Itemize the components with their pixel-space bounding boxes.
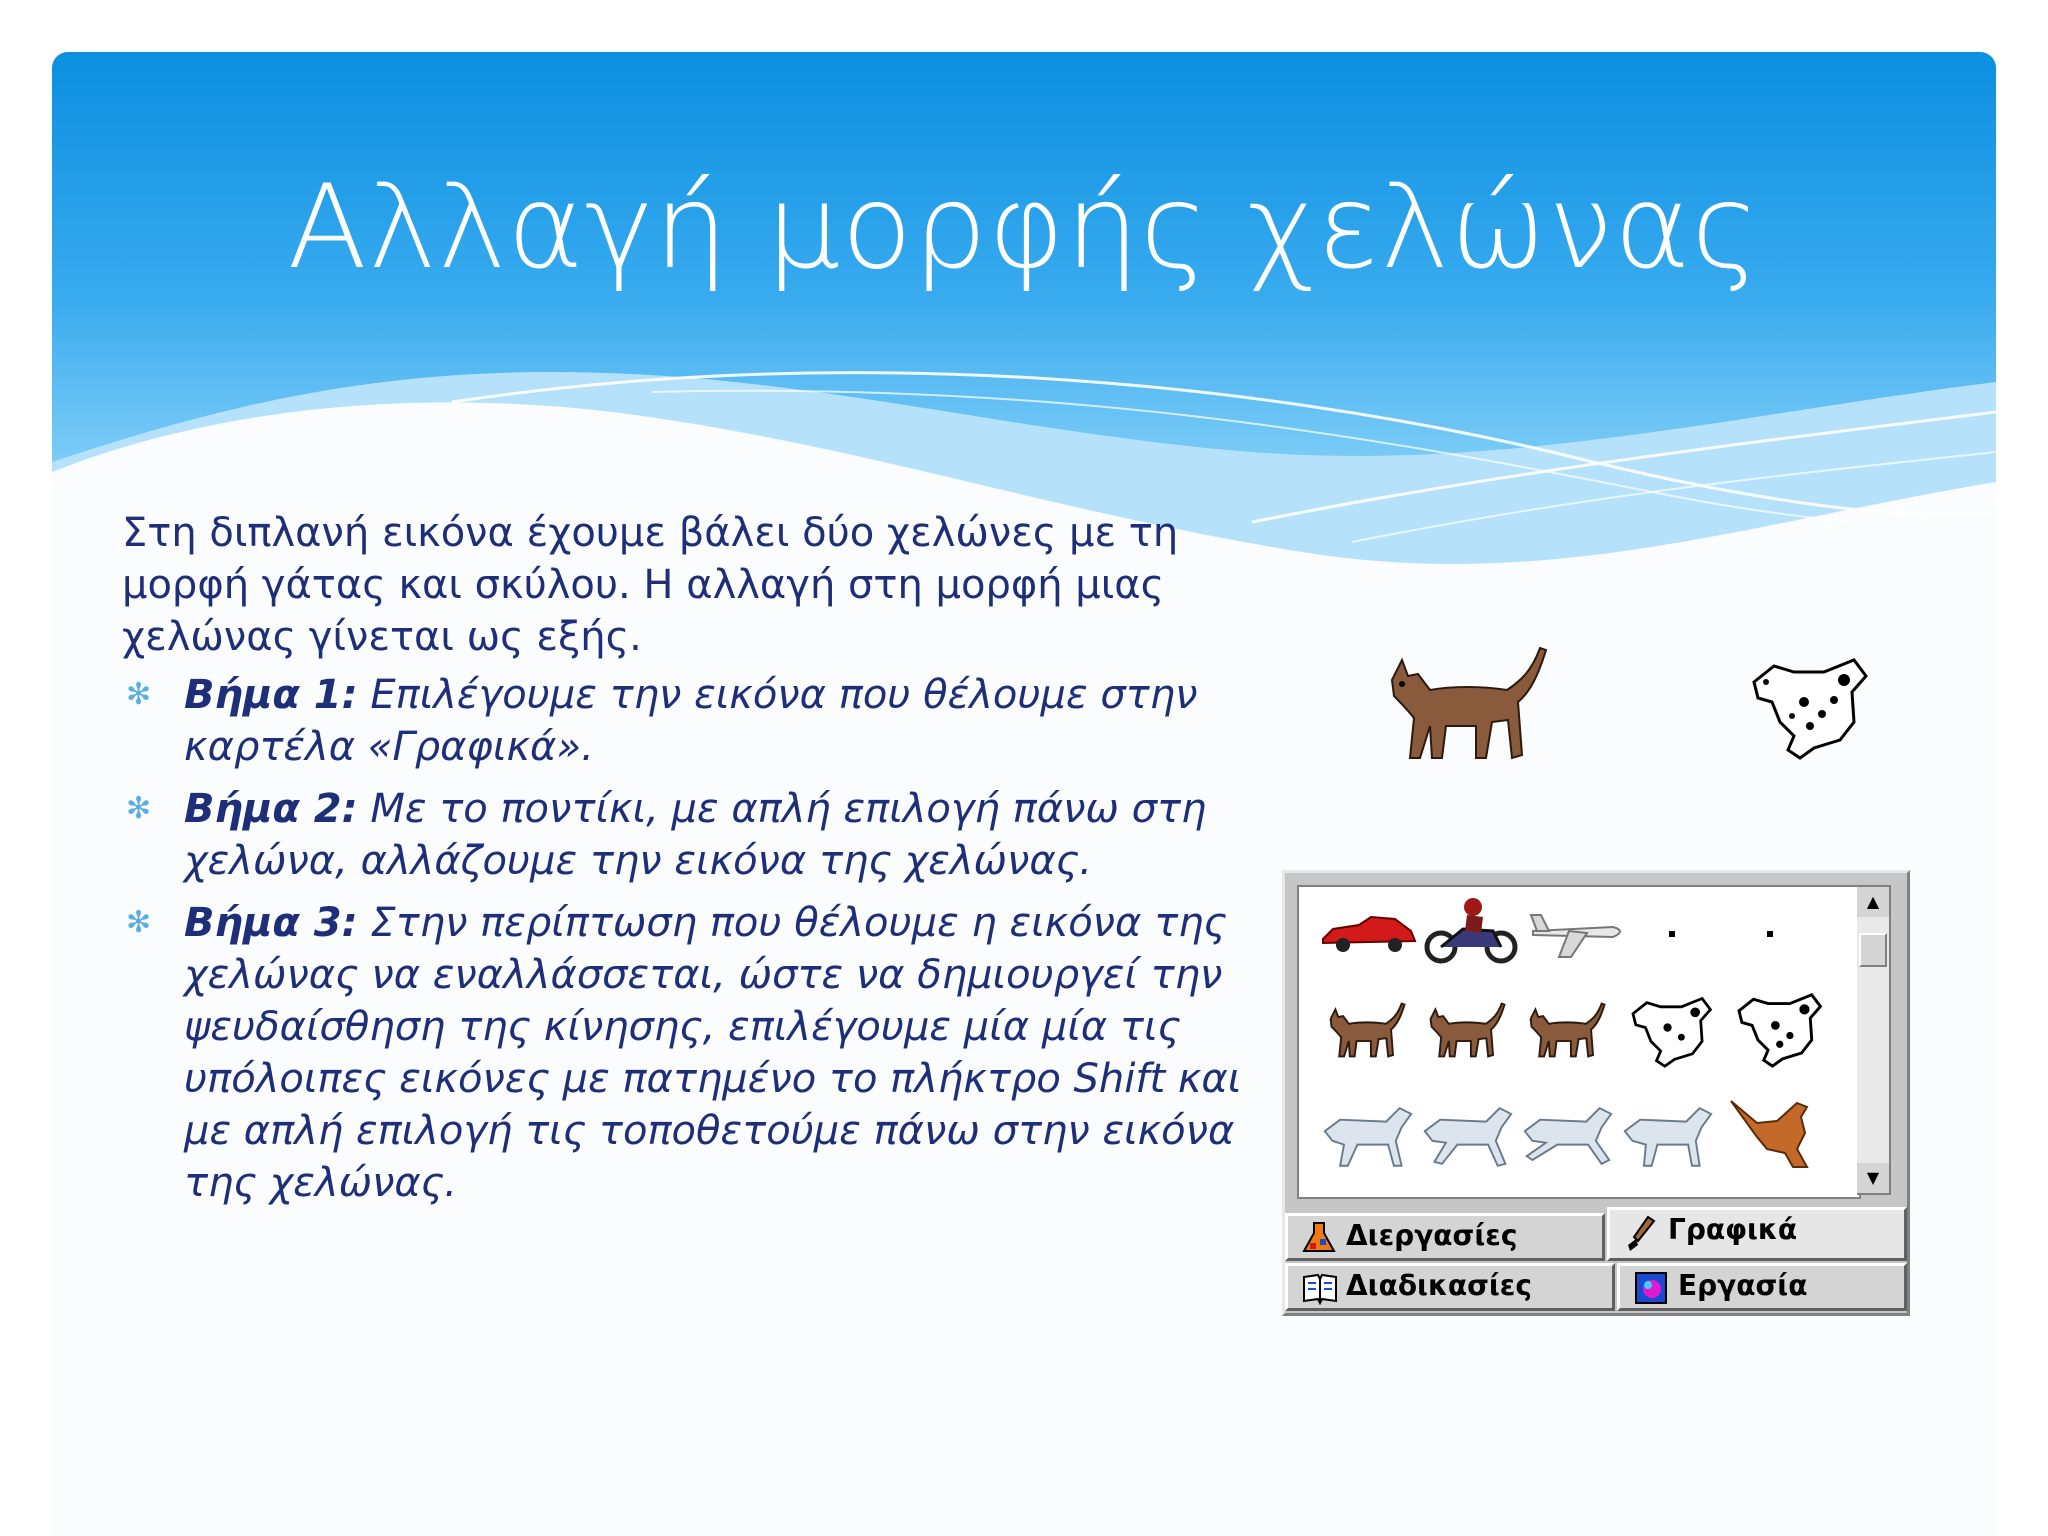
cat-turtle-image — [1372, 640, 1572, 770]
bullet-icon: ✻ — [126, 791, 152, 826]
step-text: Στην περίπτωση που θέλουμε η εικόνα της χελώνας να εναλλάσσεται, ώστε να δημιουργεί την ψευδαίσθηση της κίνησης, επιλέγουμε μία μία τις υπόλοιπες εικόνες με πατημένο το πλήκτρο Shift και με απλή επιλογή τις τοποθετούμε πάνω στην εικόνα της χελώνας. — [184, 900, 1242, 1206]
tab-procedures[interactable] — [1285, 1263, 1615, 1311]
sprite-scrollbar[interactable] — [1857, 885, 1891, 1195]
step-item — [122, 897, 1282, 1209]
step-text: Επιλέγουμε την εικόνα που θέλουμε στην καρτέλα «Γραφικά». — [184, 672, 1198, 770]
step-item — [122, 783, 1282, 887]
project-icon — [1634, 1271, 1668, 1305]
flask-icon — [1302, 1221, 1336, 1255]
tab-label: Διεργασίες — [1346, 1219, 1518, 1252]
step-text: Με το ποντίκι, με απλή επιλογή πάνω στη χελώνα, αλλάζουμε την εικόνα της χελώνας. — [184, 786, 1207, 884]
slide-body — [122, 507, 1282, 1219]
tab-graphics[interactable] — [1607, 1207, 1907, 1261]
step-label: Βήμα 1: — [184, 672, 358, 718]
step-item — [122, 669, 1282, 773]
bullet-icon: ✻ — [126, 677, 152, 712]
header-wave — [52, 52, 1996, 572]
dalmatian-sprite[interactable] — [1729, 989, 1829, 1069]
bullet-icon: ✻ — [126, 905, 152, 940]
graphics-panel — [1282, 870, 1910, 1316]
tab-processes[interactable] — [1285, 1213, 1605, 1261]
horse-sprite[interactable] — [1419, 1101, 1515, 1171]
cat-sprite[interactable] — [1521, 999, 1617, 1063]
slide-frame — [52, 52, 1996, 1536]
car-sprite[interactable] — [1319, 907, 1419, 957]
airplane-sprite[interactable] — [1529, 905, 1629, 961]
dalmatian-sprite[interactable] — [1621, 993, 1721, 1069]
tab-label: Γραφικά — [1668, 1213, 1798, 1246]
cat-sprite[interactable] — [1421, 999, 1517, 1063]
slide-title: Αλλαγή μορφής χελώνας — [287, 160, 1761, 295]
dot-sprite[interactable] — [1767, 931, 1773, 937]
step-label: Βήμα 3: — [184, 900, 358, 946]
tab-project[interactable] — [1617, 1263, 1907, 1311]
dog-turtle-image — [1744, 652, 1874, 762]
scroll-thumb[interactable] — [1859, 933, 1887, 967]
cat-sprite[interactable] — [1321, 999, 1417, 1063]
scroll-up-arrow-icon[interactable]: ▲ — [1857, 887, 1889, 917]
horse-sprite[interactable] — [1319, 1101, 1415, 1171]
tab-label: Εργασία — [1678, 1269, 1808, 1302]
sprite-grid — [1297, 885, 1861, 1199]
kangaroo-sprite[interactable] — [1727, 1093, 1827, 1173]
dot-sprite[interactable] — [1669, 931, 1675, 937]
motorbike-sprite[interactable] — [1423, 895, 1519, 965]
book-icon — [1302, 1271, 1338, 1305]
steps-list — [122, 669, 1282, 1209]
intro-paragraph: Στη διπλανή εικόνα έχουμε βάλει δύο χελώνες με τη μορφή γάτας και σκύλου. Η αλλαγή στη μορφή μιας χελώνας γίνεται ως εξής. — [122, 510, 1179, 660]
scroll-down-arrow-icon[interactable]: ▼ — [1857, 1163, 1889, 1193]
tab-label: Διαδικασίες — [1346, 1269, 1532, 1302]
brush-icon — [1624, 1215, 1658, 1253]
horse-sprite[interactable] — [1519, 1101, 1615, 1171]
step-label: Βήμα 2: — [184, 786, 358, 832]
horse-sprite[interactable] — [1619, 1101, 1715, 1171]
